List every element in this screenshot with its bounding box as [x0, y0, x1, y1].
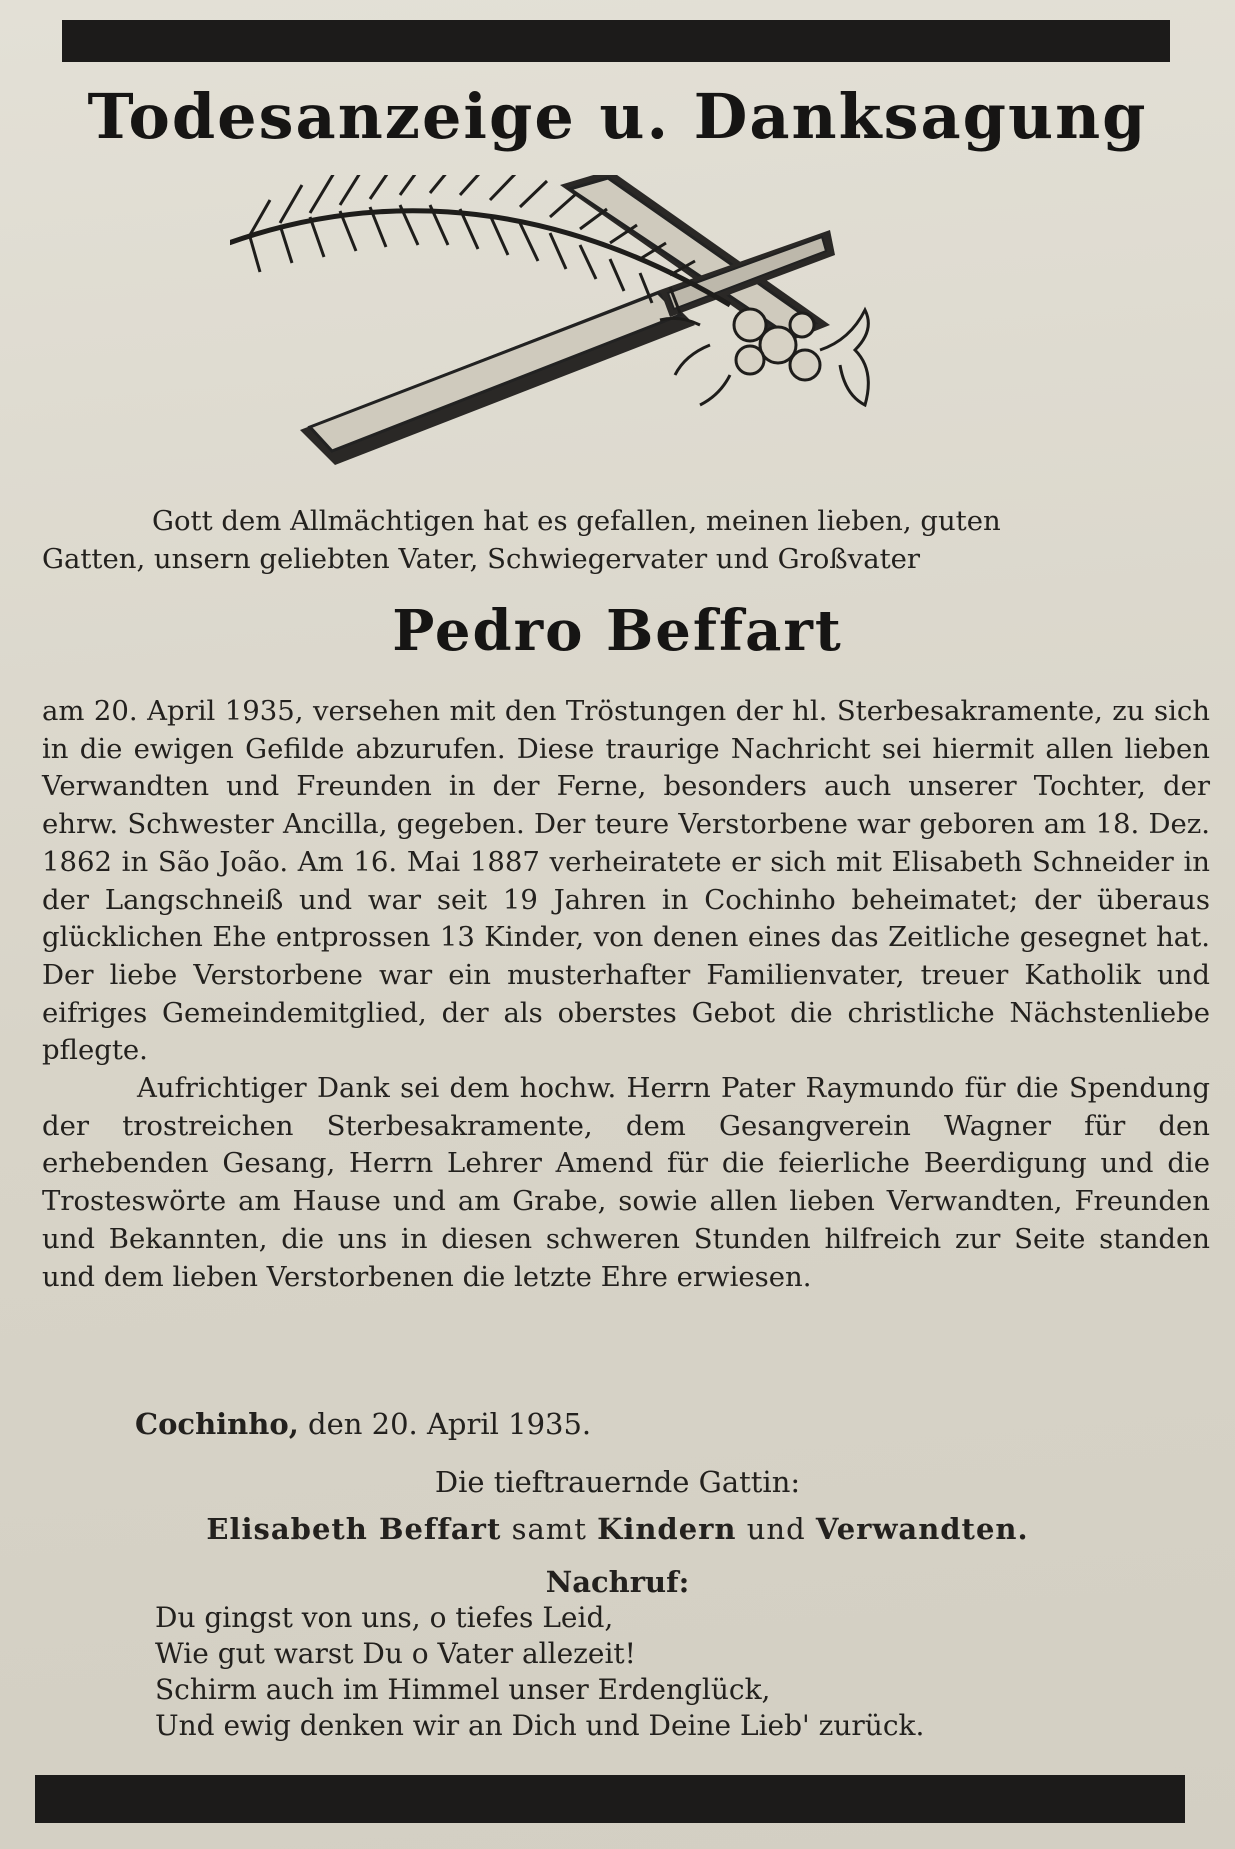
intro-line-1: Gott dem Allmächtigen hat es gefallen, meinen lieben, guten	[152, 505, 1001, 537]
main-text	[42, 693, 1210, 1296]
signer-kids: Kindern	[597, 1512, 737, 1546]
intro-line-2: Gatten, unsern geliebten Vater, Schwiegervater und Großvater	[42, 542, 921, 575]
deceased-name: Pedro Beffart	[392, 598, 843, 664]
poem-line: Schirm auch im Himmel unser Erdenglück,	[155, 1673, 771, 1706]
poem-line: Wie gut warst Du o Vater allezeit!	[155, 1637, 636, 1670]
signer-relatives: Verwandten.	[815, 1512, 1029, 1546]
poem-line: Und ewig denken wir an Dich und Deine Lieb' zurück.	[155, 1709, 925, 1742]
signers-line	[0, 1512, 1235, 1546]
notice-date: den 20. April 1935.	[308, 1407, 592, 1441]
notice-title: Todesanzeige u. Danksagung	[87, 80, 1148, 153]
poem-line: Du gingst von uns, o tiefes Leid,	[155, 1601, 614, 1634]
signer-und: und	[746, 1512, 806, 1546]
signer-samt: samt	[511, 1512, 587, 1546]
bottom-border-bar	[35, 1775, 1185, 1823]
paragraph-thanks: Aufrichtiger Dank sei dem hochw. Herrn Pater Raymundo für die Spendung der trostreichen Sterbesakramente, dem Gesangverein Wagner für den erhebenden Gesang, Herrn Lehrer Amend für die feierliche Beerdigung und die Trosteswörte am Hause und am Grabe, sowie allen lieben Verwandten, Freunden und Bekannten, die uns in diesen schweren Stunden hilfreich zur Seite standen und dem lieben Verstorbenen die letzte Ehre erwiesen.	[42, 1072, 1210, 1293]
place-date-line	[135, 1407, 591, 1441]
top-border-bar	[62, 20, 1170, 62]
cross-palm-emblem	[230, 175, 1030, 485]
place-name: Cochinho,	[135, 1407, 299, 1441]
signer-name: Elisabeth Beffart	[206, 1512, 502, 1546]
nachruf-title: Nachruf:	[545, 1565, 690, 1599]
paragraph-death-details: am 20. April 1935, versehen mit den Tröstungen der hl. Sterbesakramente, zu sich in die ewigen Gefilde abzurufen. Diese traurige Nachricht sei hiermit allen lieben Verwandten und Freunden in der Ferne, besonders auch unserer Tochter, der ehrw. Schwester Ancilla, gegeben. Der teure Verstorbene war geboren am 18. Dez. 1862 in São João. Am 16. Mai 1887 verheiratete er sich mit Elisabeth Schneider in der Langschneiß und war seit 19 Jahren in Cochinho beheimatet; der überaus glücklichen Ehe entprossen 13 Kinder, von denen eines das Zeitliche gesegnet hat. Der liebe Verstorbene war ein musterhafter Familienvater, treuer Katholik und eifriges Gemeindemitglied, der als oberstes Gebot die christliche Nächstenliebe pflegte.	[42, 695, 1210, 1067]
nachruf-poem	[155, 1600, 924, 1744]
widow-label: Die tieftrauernde Gattin:	[434, 1465, 801, 1499]
intro-text	[42, 503, 1210, 578]
